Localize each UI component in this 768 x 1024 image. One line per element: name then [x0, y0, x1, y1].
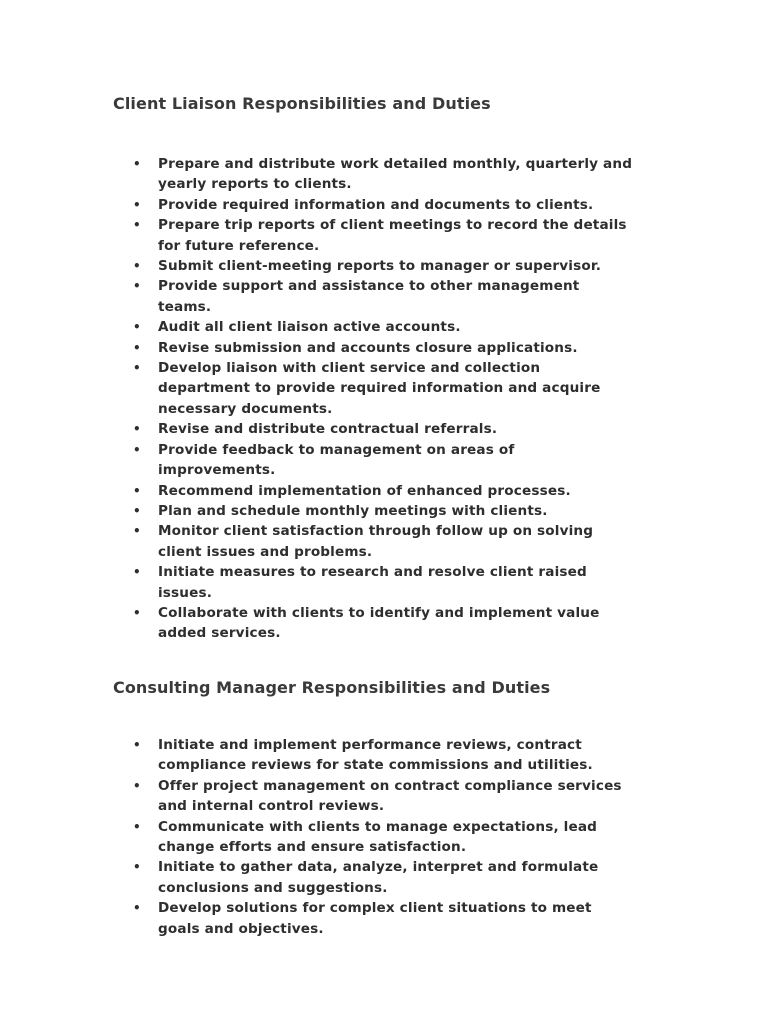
- list-item-text: for future reference.: [158, 237, 320, 254]
- list-item: [113, 776, 658, 817]
- bullet-icon: •: [133, 901, 141, 916]
- list-item-text: Provide required information and documents to clients.: [158, 196, 594, 213]
- list-item: [113, 562, 658, 603]
- list-item-text: Communicate with clients to manage expectations, lead: [158, 818, 598, 835]
- list-item: [113, 358, 658, 419]
- bullet-icon: •: [133, 157, 141, 171]
- list-item: [113, 481, 658, 501]
- list-item: [113, 857, 658, 898]
- list-item-text: Revise submission and accounts closure applications.: [158, 339, 578, 356]
- list-item-text: Audit all client liaison active accounts.: [158, 319, 461, 336]
- duty-list: [113, 154, 673, 644]
- list-item-text: Prepare trip reports of client meetings to record the details: [158, 217, 627, 234]
- list-item-text: and internal control reviews.: [158, 798, 385, 815]
- consulting-manager-section: [113, 678, 673, 939]
- list-item-text: change efforts and ensure satisfaction.: [158, 839, 467, 856]
- list-item-text: compliance reviews for state commissions and utilities.: [158, 757, 593, 774]
- list-item-text: improvements.: [158, 462, 276, 479]
- list-item-text: client issues and problems.: [158, 543, 373, 560]
- bullet-icon: •: [133, 565, 141, 580]
- duty-list: [113, 735, 673, 939]
- list-item-text: Revise and distribute contractual referrals.: [158, 421, 498, 438]
- list-item-text: Offer project management on contract compliance services: [158, 777, 622, 794]
- section-title: Client Liaison Responsibilities and Duties: [113, 94, 491, 113]
- bullet-icon: •: [133, 738, 141, 752]
- list-item: [113, 501, 658, 521]
- list-item-text: Provide support and assistance to other management: [158, 278, 580, 295]
- list-item: [113, 215, 658, 256]
- bullet-icon: •: [133, 778, 141, 793]
- list-item: [113, 317, 658, 337]
- bullet-icon: •: [133, 819, 141, 834]
- list-item: [113, 440, 658, 481]
- list-item-text: Recommend implementation of enhanced processes.: [158, 482, 571, 499]
- bullet-icon: •: [133, 320, 141, 335]
- list-item-text: Collaborate with clients to identify and implement value: [158, 604, 600, 621]
- list-item: [113, 521, 658, 562]
- list-item-text: yearly reports to clients.: [158, 176, 352, 193]
- list-item-text: necessary documents.: [158, 400, 333, 417]
- list-item-text: added services.: [158, 625, 281, 642]
- list-item: [113, 276, 658, 317]
- bullet-icon: •: [133, 483, 141, 498]
- list-item: [113, 154, 658, 195]
- list-item-text: teams.: [158, 298, 212, 315]
- list-item-text: Plan and schedule monthly meetings with clients.: [158, 502, 548, 519]
- list-item-text: Provide feedback to management on areas of: [158, 441, 515, 458]
- bullet-icon: •: [133, 422, 141, 437]
- list-item-text: Initiate and implement performance reviews, contract: [158, 737, 582, 753]
- list-item: [113, 195, 658, 215]
- list-item: [113, 898, 658, 939]
- bullet-icon: •: [133, 259, 141, 274]
- list-item-text: Develop solutions for complex client situations to meet: [158, 900, 592, 917]
- list-item: [113, 419, 658, 439]
- client-liaison-section: [113, 94, 673, 644]
- list-item-text: issues.: [158, 584, 213, 601]
- bullet-icon: •: [133, 218, 141, 233]
- list-item: [113, 817, 658, 858]
- bullet-icon: •: [133, 524, 141, 539]
- list-item-text: department to provide required information and acquire: [158, 380, 601, 397]
- list-item-text: Monitor client satisfaction through follow up on solving: [158, 523, 594, 540]
- section-title: Consulting Manager Responsibilities and Duties: [113, 678, 551, 697]
- list-item: [113, 256, 658, 276]
- list-item-text: Initiate measures to research and resolve client raised: [158, 564, 587, 581]
- bullet-icon: •: [133, 860, 141, 875]
- bullet-icon: •: [133, 340, 141, 355]
- bullet-icon: •: [133, 442, 141, 457]
- list-item-text: Submit client-meeting reports to manager or supervisor.: [158, 258, 602, 275]
- list-item-text: conclusions and suggestions.: [158, 879, 388, 896]
- list-item: [113, 338, 658, 358]
- bullet-icon: •: [133, 197, 141, 212]
- list-item: [113, 603, 658, 644]
- bullet-icon: •: [133, 361, 141, 376]
- list-item-text: goals and objectives.: [158, 920, 324, 937]
- list-item: [113, 735, 658, 776]
- list-item-text: Develop liaison with client service and collection: [158, 360, 541, 377]
- bullet-icon: •: [133, 503, 141, 518]
- list-item-text: Initiate to gather data, analyze, interpret and formulate: [158, 859, 599, 876]
- bullet-icon: •: [133, 279, 141, 294]
- bullet-icon: •: [133, 605, 141, 620]
- list-item-text: Prepare and distribute work detailed monthly, quarterly and: [158, 156, 633, 172]
